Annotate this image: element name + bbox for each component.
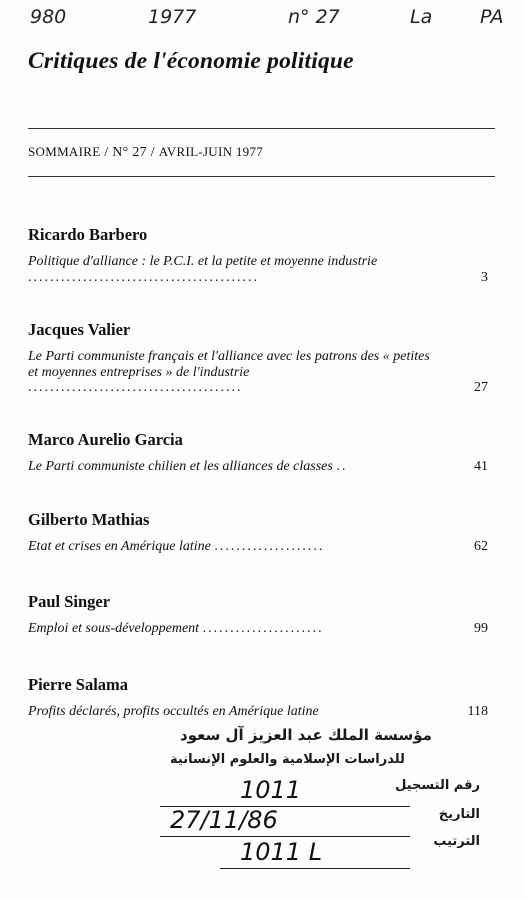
entry-title-row: Le Parti communiste chilien et les alliances de classes .. 41 xyxy=(28,459,488,474)
handwritten-la: La xyxy=(410,6,433,28)
handwritten-code: PA xyxy=(480,6,504,28)
handwritten-year: 1977 xyxy=(148,6,197,28)
sommaire-period: AVRIL-JUIN 1977 xyxy=(158,144,264,159)
toc-entry[interactable] xyxy=(28,430,488,475)
entry-title: Le Parti communiste français et l'alliance avec les patrons des « petites et moyennes entreprises » de l'industrie xyxy=(28,349,430,380)
entry-page: 3 xyxy=(481,269,488,285)
stamp-date-value: 27/11/86 xyxy=(170,806,278,834)
stamp-registration-label: رقم التسجيل xyxy=(395,778,480,793)
stamp-order-label: الترتيب xyxy=(433,834,480,849)
top-divider xyxy=(28,128,495,129)
toc-entry[interactable] xyxy=(28,510,488,555)
entry-title: Le Parti communiste chilien et les alliances de classes xyxy=(28,459,333,474)
entry-author: Gilberto Mathias xyxy=(28,510,150,529)
bottom-divider xyxy=(28,176,495,177)
entry-title: Politique d'alliance : le P.C.I. et la petite et moyenne industrie xyxy=(28,254,378,269)
handwritten-issue: n° 27 xyxy=(288,6,340,28)
stamp-date-label: التاريخ xyxy=(438,807,480,822)
entry-author: Marco Aurelio Garcia xyxy=(28,430,183,449)
entry-title: Emploi et sous-développement xyxy=(28,621,200,636)
toc-entry[interactable] xyxy=(28,592,488,637)
sommaire-separator-1: / xyxy=(100,145,113,160)
stamp-order-value: 1011 L xyxy=(240,838,323,866)
sommaire-number: N° 27 xyxy=(112,145,147,160)
entry-author: Jacques Valier xyxy=(28,320,131,339)
stamp-underline xyxy=(160,836,410,837)
entry-title: Etat et crises en Amérique latine xyxy=(28,539,211,554)
stamp-subtitle: للدراسات الإسلامية والعلوم الإنسانية xyxy=(170,752,405,767)
entry-author: Paul Singer xyxy=(28,592,111,611)
entry-page: 118 xyxy=(467,704,488,719)
entry-page: 99 xyxy=(474,621,488,636)
entry-title-row: Etat et crises en Amérique latine .................... 62 xyxy=(28,539,488,554)
sommaire-label: SOMMAIRE xyxy=(28,144,101,159)
toc-entry[interactable] xyxy=(28,225,488,285)
entry-author: Ricardo Barbero xyxy=(28,225,148,244)
handwritten-annotations xyxy=(0,6,525,36)
entry-author: Pierre Salama xyxy=(28,675,129,694)
entry-page: 41 xyxy=(474,459,488,474)
entry-title: Profits déclarés, profits occultés en Amérique latine xyxy=(28,704,319,719)
journal-title: Critiques de l'économie politique xyxy=(28,48,354,74)
stamp-registration-value: 1011 xyxy=(240,776,302,804)
stamp-institution: مؤسسة الملك عبد العزيز آل سعود xyxy=(180,726,432,744)
library-stamp xyxy=(160,712,480,887)
sommaire-line xyxy=(28,144,263,161)
sommaire-separator-2: / xyxy=(146,145,159,160)
entry-title-row: Politique d'alliance : le P.C.I. et la petite et moyenne industrie .......................................... 3 xyxy=(28,254,488,285)
entry-page: 27 xyxy=(474,380,488,395)
handwritten-number: 980 xyxy=(30,6,67,28)
toc-entry[interactable] xyxy=(28,320,488,396)
entry-page: 62 xyxy=(474,539,488,554)
stamp-underline xyxy=(220,868,410,869)
entry-title-row: Emploi et sous-développement ...................... 99 xyxy=(28,621,488,636)
entry-title-row: Le Parti communiste français et l'alliance avec les patrons des « petites et moyennes entreprises » de l'industrie ....................................... 27 xyxy=(28,349,488,395)
